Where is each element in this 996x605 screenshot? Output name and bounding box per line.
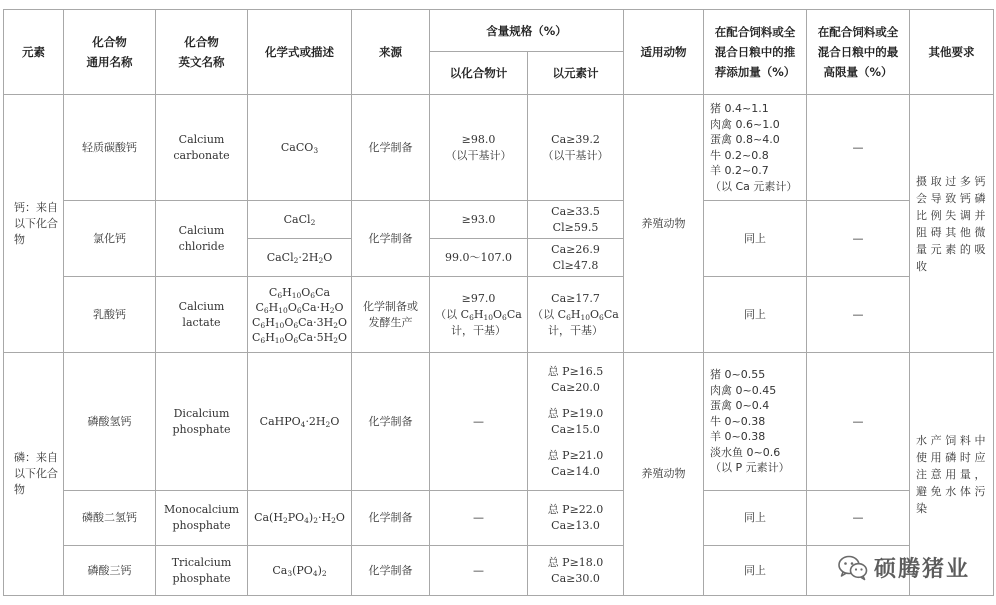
feed-additive-table: [3, 9, 994, 596]
english-calcium-lactate: Calcium lactate: [156, 277, 248, 353]
watermark-text: 硕腾猪业: [873, 557, 970, 582]
as-element-calcium-carbonate: Ca≥39.2 （以干基计）: [528, 95, 624, 201]
header-recommended: 在配合饲料或全 混合日粮中的推 荐添加量（%）: [704, 10, 807, 95]
header-animals: 适用动物: [624, 10, 704, 95]
header-content-spec: 含量规格（%）: [430, 10, 624, 52]
formula-calcium-lactate: $C_6H_{10}O_6Ca$ $C_6H_{10}O_6Ca\cdot H_2O$ $C_6H_{10}O_6Ca\cdot 3H_2O$ $C_6H_{10}O_6Ca\cdot 5H_2O$: [248, 277, 352, 353]
name-calcium-chloride: 氯化钙: [64, 201, 156, 277]
recommended-phosphorus: 猪 0~0.55 肉禽 0~0.45 蛋禽 0~0.4 牛 0~0.38 羊 0~0.38 淡水鱼 0~0.6 （以 P 元素计）: [704, 353, 807, 491]
recommended-calcium-chloride: 同上: [704, 201, 807, 277]
source-calcium-lactate: 化学制备或 发酵生产: [352, 277, 430, 353]
source-calcium-carbonate: 化学制备: [352, 95, 430, 201]
name-dicalcium-phosphate: 磷酸氢钙: [64, 353, 156, 491]
as-compound-tricalcium-phosphate: —: [430, 546, 528, 596]
as-element-dicalcium-phosphate: 总 P≥16.5 Ca≥20.0 总 P≥19.0 Ca≥15.0 总 P≥21.0 Ca≥14.0: [528, 353, 624, 491]
as-compound-calcium-chloride-a: ≥93.0: [430, 201, 528, 239]
formula-calcium-chloride-a: CaCl$_2$: [248, 201, 352, 239]
source-calcium-chloride: 化学制备: [352, 201, 430, 277]
as-compound-dicalcium-phosphate: —: [430, 353, 528, 491]
table-row: [4, 277, 994, 353]
max-monocalcium-phosphate: —: [807, 491, 910, 546]
header-as-compound: 以化合物计: [430, 52, 528, 95]
source-monocalcium-phosphate: 化学制备: [352, 491, 430, 546]
as-compound-calcium-chloride-b: 99.0～107.0: [430, 239, 528, 277]
max-calcium-carbonate: —: [807, 95, 910, 201]
english-dicalcium-phosphate: Dicalcium phosphate: [156, 353, 248, 491]
as-element-tricalcium-phosphate: 总 P≥18.0 Ca≥30.0: [528, 546, 624, 596]
table-row: [4, 95, 994, 201]
animals-phosphorus: 养殖动物: [624, 353, 704, 596]
header-as-element: 以元素计: [528, 52, 624, 95]
english-calcium-chloride: Calcium chloride: [156, 201, 248, 277]
header-formula: 化学式或描述: [248, 10, 352, 95]
max-dicalcium-phosphate: —: [807, 353, 910, 491]
max-calcium-lactate: —: [807, 277, 910, 353]
as-element-calcium-lactate: Ca≥17.7 （以 $C_6H_{10}O_6Ca$ 计，干基）: [528, 277, 624, 353]
header-element: 元素: [4, 10, 64, 95]
recommended-monocalcium-phosphate: 同上: [704, 491, 807, 546]
formula-dicalcium-phosphate: $CaHPO_4\cdot 2H_2O$: [248, 353, 352, 491]
as-element-calcium-chloride-b: Ca≥26.9 Cl≥47.8: [528, 239, 624, 277]
name-calcium-carbonate: 轻质碳酸钙: [64, 95, 156, 201]
as-compound-monocalcium-phosphate: —: [430, 491, 528, 546]
as-element-calcium-chloride-a: Ca≥33.5 Cl≥59.5: [528, 201, 624, 239]
formula-calcium-chloride-b: $CaCl_2\cdot 2H_2O$: [248, 239, 352, 277]
as-compound-calcium-lactate: ≥97.0 （以 $C_6H_{10}O_6Ca$ 计，干基）: [430, 277, 528, 353]
name-tricalcium-phosphate: 磷酸三钙: [64, 546, 156, 596]
table-row: [4, 491, 994, 546]
recommended-calcium-lactate: 同上: [704, 277, 807, 353]
formula-tricalcium-phosphate: $Ca_3(PO_4)_2$: [248, 546, 352, 596]
watermark: [838, 552, 970, 583]
animals-calcium: 养殖动物: [624, 95, 704, 353]
max-calcium-chloride: —: [807, 201, 910, 277]
header-english-name: 化合物 英文名称: [156, 10, 248, 95]
source-tricalcium-phosphate: 化学制备: [352, 546, 430, 596]
table-row: [4, 353, 994, 491]
header-max-limit: 在配合饲料或全 混合日粮中的最 高限量（%）: [807, 10, 910, 95]
other-phosphorus: 水产饲料中使用磷时应注意用量，避免水体污染: [910, 353, 994, 596]
english-calcium-carbonate: Calcium carbonate: [156, 95, 248, 201]
recommended-tricalcium-phosphate: 同上: [704, 546, 807, 596]
element-phosphorus: 磷：来自以下化合物: [4, 353, 64, 596]
header-generic-name: 化合物 通用名称: [64, 10, 156, 95]
source-dicalcium-phosphate: 化学制备: [352, 353, 430, 491]
table-row: [4, 201, 994, 239]
english-monocalcium-phosphate: Monocalcium phosphate: [156, 491, 248, 546]
as-compound-calcium-carbonate: ≥98.0 （以干基计）: [430, 95, 528, 201]
wechat-icon: [838, 555, 868, 581]
header-other: 其他要求: [910, 10, 994, 95]
name-calcium-lactate: 乳酸钙: [64, 277, 156, 353]
recommended-calcium: 猪 0.4~1.1 肉禽 0.6~1.0 蛋禽 0.8~4.0 牛 0.2~0.8 羊 0.2~0.7 （以 Ca 元素计）: [704, 95, 807, 201]
header-source: 来源: [352, 10, 430, 95]
formula-monocalcium-phosphate: $Ca(H_2PO_4)_2\cdot H_2O$: [248, 491, 352, 546]
english-tricalcium-phosphate: Tricalcium phosphate: [156, 546, 248, 596]
as-element-monocalcium-phosphate: 总 P≥22.0 Ca≥13.0: [528, 491, 624, 546]
other-calcium: 摄取过多钙会导致钙磷比例失调并阻碍其他微量元素的吸收: [910, 95, 994, 353]
element-calcium: 钙：来自以下化合物: [4, 95, 64, 353]
formula-calcium-carbonate: CaCO$_3$: [248, 95, 352, 201]
name-monocalcium-phosphate: 磷酸二氢钙: [64, 491, 156, 546]
